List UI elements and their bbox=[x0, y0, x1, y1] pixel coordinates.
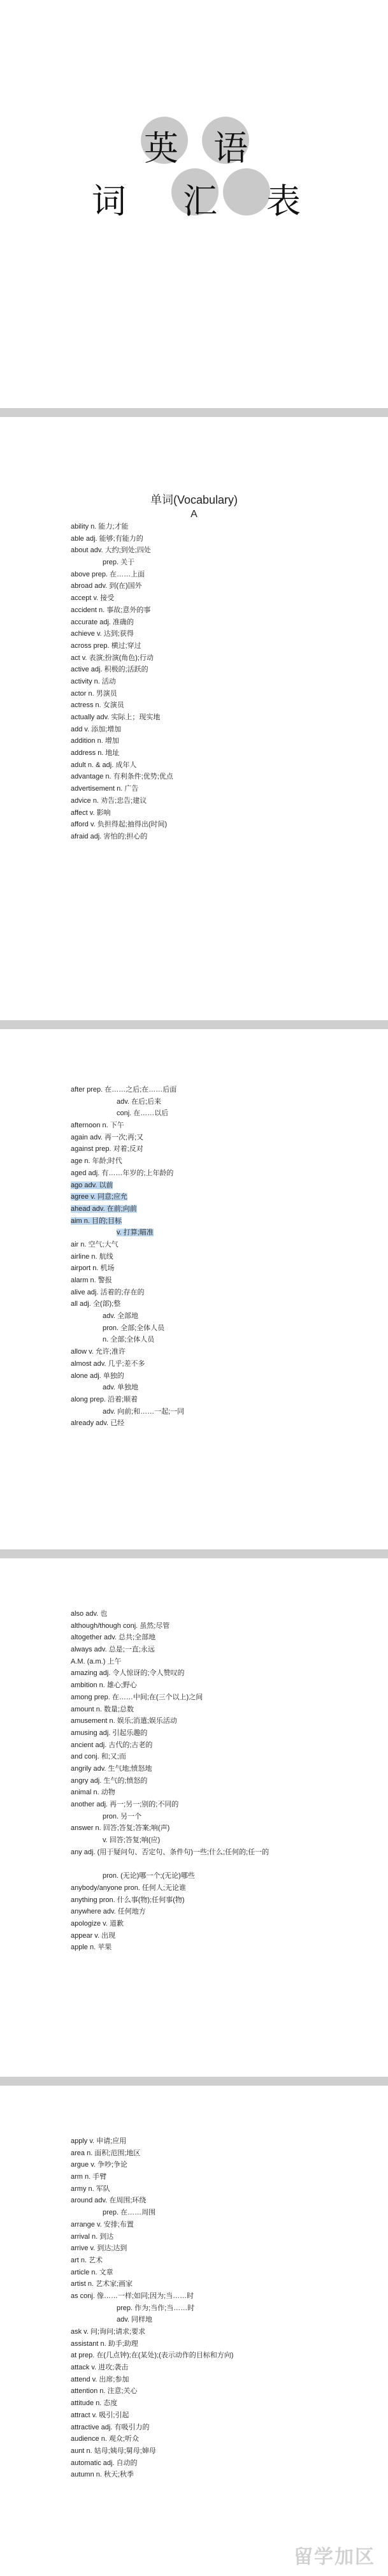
word-entry: afternoon n. 下午 bbox=[71, 1122, 124, 1130]
cover-char: 汇 bbox=[183, 181, 217, 221]
word-entry bbox=[71, 1203, 370, 1215]
word-entry: advertisement n. 广告 bbox=[71, 785, 139, 793]
word-entry: all adj. 全(部);整 bbox=[71, 1300, 121, 1308]
word-entry: afraid adj. 害怕的;担心的 bbox=[71, 832, 148, 840]
word-entry: adv. 在后;后来 bbox=[117, 1097, 162, 1106]
word-entry: alive adj. 活着的;存在的 bbox=[71, 1288, 145, 1296]
word-entry: altogether adv. 总共;全部地 bbox=[71, 1634, 156, 1642]
word-entry: answer n. 回答;答复;答案;响(声) bbox=[71, 1824, 170, 1833]
word-entry: prep. 关于 bbox=[103, 559, 135, 567]
word-entry: advice n. 劝告;忠告;建议 bbox=[71, 796, 147, 805]
word-entry: again adv. 再一次;再;又 bbox=[71, 1133, 144, 1141]
word-entry: army n. 军队 bbox=[71, 2184, 110, 2193]
word-entry: actor n. 男演员 bbox=[71, 689, 117, 698]
word-entry: ability n. 能力;才能 bbox=[71, 523, 129, 531]
word-entry: after prep. 在……之后;在……后面 bbox=[71, 1086, 177, 1094]
word-entry: against prep. 对着;反对 bbox=[71, 1145, 143, 1153]
word-entry bbox=[71, 1180, 370, 1192]
word-entry: abroad adv. 到(在)国外 bbox=[71, 582, 142, 590]
word-entry: air n. 空气;大气 bbox=[71, 1240, 119, 1248]
word-entry: angrily adv. 生气地;愤怒地 bbox=[71, 1764, 152, 1773]
word-entry: already adv. 已经 bbox=[71, 1419, 125, 1428]
word-entry: accept v. 接受 bbox=[71, 594, 115, 603]
word-entry: attack v. 进攻;袭击 bbox=[71, 2364, 129, 2372]
word-entry: about adv. 大约;到处;四处 bbox=[71, 546, 151, 555]
word-entry bbox=[71, 1227, 370, 1239]
word-entry: anybody/anyone pron. 任何人;无论谁 bbox=[71, 1884, 186, 1892]
word-entry: assistant n. 助手;助理 bbox=[71, 2339, 138, 2348]
word-entry: above prep. 在……上面 bbox=[71, 570, 145, 578]
word-entry: age n. 年龄;时代 bbox=[71, 1157, 122, 1166]
vocab-letter: A bbox=[190, 509, 198, 520]
highlight: aim n. 目的;目标 bbox=[71, 1217, 122, 1225]
word-entry: anywhere adv. 任何地方 bbox=[71, 1908, 146, 1916]
word-entry: among prep. 在……中间;在(三个以上)之间 bbox=[71, 1693, 203, 1701]
word-entry: able adj. 能够;有能力的 bbox=[71, 534, 143, 543]
word-entry: almost adv. 几乎;差不多 bbox=[71, 1359, 145, 1368]
word-entry: arrive v. 到达;达到 bbox=[71, 2244, 127, 2253]
highlight: ahead adv. 在前;向前 bbox=[71, 1204, 137, 1213]
word-entry: at prep. 在(几点钟);在(某处);(表示动作的目标和方向) bbox=[71, 2352, 234, 2360]
vocab-page-2 bbox=[0, 1029, 388, 1549]
word-entry: add v. 添加;增加 bbox=[71, 725, 122, 733]
word-entry: arm n. 手臂 bbox=[71, 2173, 107, 2181]
word-entry: addition n. 增加 bbox=[71, 737, 119, 745]
word-entry: argue v. 争吵;争论 bbox=[71, 2161, 128, 2169]
word-entry: along prep. 沿着;顺着 bbox=[71, 1395, 138, 1403]
word-entry: across prep. 横过;穿过 bbox=[71, 641, 141, 650]
word-entry bbox=[71, 1191, 370, 1203]
word-entry: amazing adj. 令人惊讶的;令人赞叹的 bbox=[71, 1669, 185, 1678]
cover-char: 词 bbox=[92, 181, 126, 221]
word-entry: adult n. & adj. 成年人 bbox=[71, 761, 137, 769]
word-entry: attention n. 注意;关心 bbox=[71, 2387, 138, 2396]
word-entry: n. 全部;全体人员 bbox=[103, 1336, 155, 1344]
word-entry: ask v. 问;询问;请求;要求 bbox=[71, 2328, 146, 2336]
word-entry: pron. (无论)哪一个;(无论)哪些 bbox=[103, 1872, 195, 1880]
word-entry: apologize v. 道歉 bbox=[71, 1919, 124, 1928]
word-entry: angry adj. 生气的;愤怒的 bbox=[71, 1776, 148, 1785]
word-entry: attend v. 出席;参加 bbox=[71, 2375, 129, 2383]
word-entry: and conj. 和;又;而 bbox=[71, 1753, 126, 1761]
word-entry: act v. 表演;扮演(角色);行动 bbox=[71, 654, 154, 662]
word-entry: accurate adj. 准确的 bbox=[71, 618, 134, 626]
watermark-logo: 留学加区 bbox=[294, 2546, 375, 2568]
word-entry: prep. 作为;当作;当……时 bbox=[117, 2304, 195, 2312]
page-separator bbox=[0, 1549, 388, 1558]
word-entry: aged adj. 有……年岁的;上年龄的 bbox=[71, 1169, 174, 1177]
word-entry: achieve v. 达到;获得 bbox=[71, 630, 134, 638]
word-entry: A.M. (a.m.) 上午 bbox=[71, 1657, 122, 1665]
vocab-page-4 bbox=[0, 2086, 388, 2576]
word-entry: art n. 艺术 bbox=[71, 2256, 103, 2264]
page-separator bbox=[0, 2077, 388, 2086]
page-separator bbox=[0, 408, 388, 417]
word-entry: adv. 向前;和……一起;一同 bbox=[103, 1407, 185, 1416]
page-separator bbox=[0, 1020, 388, 1029]
word-entry: anything pron. 什么事(物);任何事(物) bbox=[71, 1896, 185, 1904]
word-entry: area n. 面积;范围;地区 bbox=[71, 2149, 141, 2157]
word-entry: always adv. 总是;一直;永远 bbox=[71, 1646, 155, 1654]
word-entry: apply v. 申请;应用 bbox=[71, 2137, 127, 2145]
word-entry: amusement n. 娱乐;消遣;娱乐活动 bbox=[71, 1717, 177, 1725]
word-entry: active adj. 积极的;活跃的 bbox=[71, 666, 148, 674]
highlight: v. 打算;瞄准 bbox=[117, 1229, 154, 1237]
word-entry: animal n. 动物 bbox=[71, 1789, 115, 1797]
word-entry: attract v. 吸引;引起 bbox=[71, 2411, 129, 2419]
word-list bbox=[71, 1608, 370, 1954]
word-entry: alarm n. 警报 bbox=[71, 1277, 112, 1284]
word-entry: affect v. 影响 bbox=[71, 809, 111, 817]
word-list bbox=[71, 2135, 370, 2481]
word-entry: adv. 全部地 bbox=[103, 1312, 139, 1321]
word-entry: appear v. 出现 bbox=[71, 1931, 116, 1940]
word-list bbox=[71, 521, 370, 843]
word-entry: actually adv. 实际上；现实地 bbox=[71, 714, 161, 721]
word-entry: audience n. 观众;听众 bbox=[71, 2435, 139, 2443]
word-entry: conj. 在……以后 bbox=[117, 1109, 169, 1118]
word-entry: attitude n. 态度 bbox=[71, 2399, 118, 2408]
bubble-decoration bbox=[223, 168, 270, 216]
cover-char: 英 bbox=[144, 128, 178, 168]
word-entry: actress n. 女演员 bbox=[71, 701, 124, 710]
word-entry: advantage n. 有利条件;优势;优点 bbox=[71, 773, 173, 781]
word-entry: pron. 全部;全体人员 bbox=[103, 1324, 165, 1332]
word-entry: adv. 同样地 bbox=[117, 2316, 153, 2324]
word-entry: airport n. 机场 bbox=[71, 1264, 115, 1273]
word-entry: prep. 在……周围 bbox=[103, 2209, 156, 2217]
word-entry bbox=[71, 1215, 370, 1227]
word-entry: adv. 单独地 bbox=[103, 1384, 139, 1392]
word-entry: arrival n. 到达 bbox=[71, 2232, 114, 2241]
word-entry: allow v. 允许;准许 bbox=[71, 1348, 126, 1356]
word-entry: afford v. 负担得起;抽得出(时间) bbox=[71, 821, 168, 829]
word-entry: any adj. (用于疑问句、否定句、条件句)一些;什么;任何的;任一的 bbox=[71, 1848, 269, 1856]
word-entry: article n. 文章 bbox=[71, 2268, 113, 2276]
word-entry: arrange v. 安排;布置 bbox=[71, 2220, 134, 2228]
word-entry: pron. 另一个 bbox=[103, 1812, 142, 1820]
cover-char: 表 bbox=[266, 181, 301, 221]
word-entry: alone adj. 单独的 bbox=[71, 1372, 124, 1380]
word-entry: v. 回答;答复;响(应) bbox=[103, 1836, 161, 1845]
word-entry: also adv. 也 bbox=[71, 1610, 108, 1618]
word-entry: amount n. 数量;总数 bbox=[71, 1705, 134, 1713]
word-entry: another adj. 再一;另一;别的;不同的 bbox=[71, 1801, 179, 1808]
word-entry: address n. 地址 bbox=[71, 749, 120, 757]
cover-char: 语 bbox=[213, 128, 248, 168]
word-entry: as conj. 像……一样;如同;因为;当……时 bbox=[71, 2292, 194, 2300]
highlight: ago adv. 以前 bbox=[71, 1181, 113, 1189]
highlight: agree v. 同意;应允 bbox=[71, 1193, 128, 1201]
word-entry: apple n. 苹果 bbox=[71, 1943, 112, 1952]
word-entry: artist n. 艺术家;画家 bbox=[71, 2280, 133, 2288]
word-entry: ambition n. 雄心;野心 bbox=[71, 1681, 137, 1690]
word-entry: aunt n. 姑母;姨母;舅母;婶母 bbox=[71, 2447, 156, 2455]
word-entry: attractive adj. 有吸引力的 bbox=[71, 2423, 150, 2431]
word-entry: accident n. 事故;意外的事 bbox=[71, 606, 151, 614]
cover-page bbox=[0, 0, 388, 408]
word-entry: ancient adj. 古代的;古老的 bbox=[71, 1741, 153, 1749]
vocab-page-1 bbox=[0, 417, 388, 1020]
word-entry: activity n. 活动 bbox=[71, 677, 116, 685]
word-entry: although/though conj. 虽然;尽管 bbox=[71, 1621, 170, 1630]
word-entry: airline n. 航线 bbox=[71, 1252, 113, 1261]
word-entry: automatic adj. 自动的 bbox=[71, 2459, 138, 2467]
word-entry: amusing adj. 引起乐趣的 bbox=[71, 1729, 148, 1737]
word-entry: around adv. 在周围;环绕 bbox=[71, 2197, 147, 2205]
vocab-page-3 bbox=[0, 1558, 388, 2077]
word-entry: autumn n. 秋天;秋季 bbox=[71, 2471, 134, 2479]
word-list bbox=[71, 1084, 370, 1430]
vocab-title: 单词(Vocabulary) bbox=[150, 494, 238, 506]
